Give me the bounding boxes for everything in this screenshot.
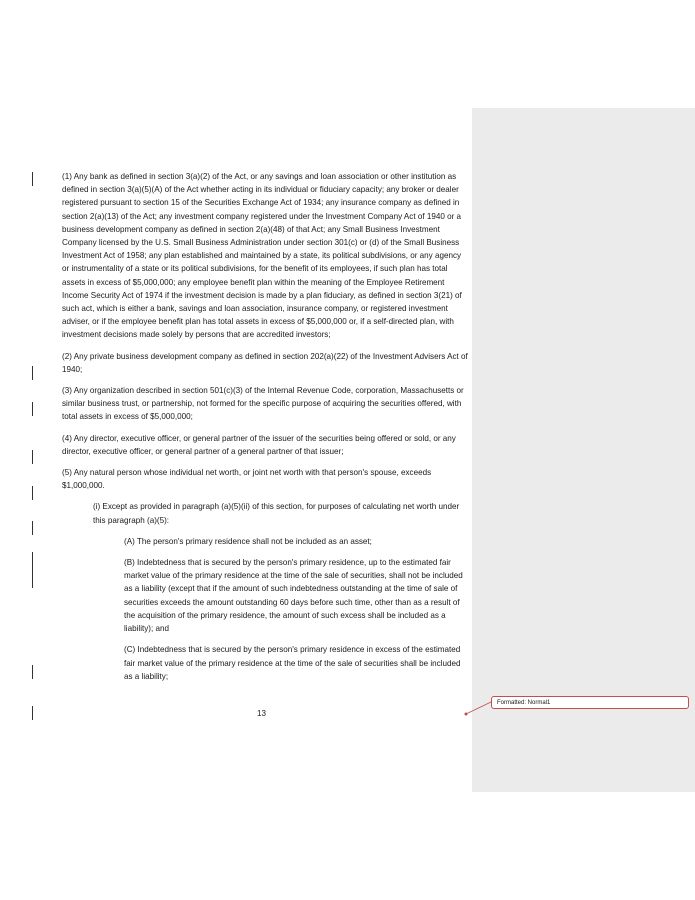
document-body (62, 170, 468, 691)
change-bar-p6 (32, 521, 33, 535)
paragraph-4: (4) Any director, executive officer, or general partner of the issuer of the securities being offered or sold, or any director, executive officer, or general partner of a general partner of that issuer; (62, 433, 456, 456)
change-bar-p3 (32, 402, 33, 416)
paragraph-5-i-a: (A) The person's primary residence shall not be included as an asset; (124, 536, 372, 546)
paragraph-1: (1) Any bank as defined in section 3(a)(2) of the Act, or any savings and loan association or other institution as defined in section 3(a)(5)(A) of the Act whether acting in its individual or fiduciary capacity; any broker or dealer registered pursuant to section 15 of the Securities Exchange Act of 1934; any insurance company as defined in section 2(a)(13) of the Act; any investment company registered under the Investment Company Act of 1940 or a business development company as defined in section 2(a)(48) of that Act; any Small Business Investment Company licensed by the U.S. Small Business Administration under section 301(c) or (d) of the Small Business Investment Act of 1958; any plan established and maintained by a state, its political subdivisions, or any agency or instrumentality of a state or its political subdivisions, for the benefit of its employees, if such plan has total assets in excess of $5,000,000; any employee benefit plan within the meaning of the Employee Retirement Income Security Act of 1974 if the investment decision is made by a plan fiduciary, as defined in section 3(21) of such act, which is either a bank, savings and loan association, insurance company, or registered investment adviser, or if the employee benefit plan has total assets in excess of $5,000,000 or, if a self-directed plan, with investment decisions made solely by persons that are accredited investors; (62, 172, 462, 340)
change-bar-p2 (32, 366, 33, 380)
paragraph-2: (2) Any private business development company as defined in section 202(a)(22) of the Investment Advisers Act of 1940; (62, 351, 468, 374)
paragraph-5-i-b: (B) Indebtedness that is secured by the person's primary residence, up to the estimated fair market value of the primary residence at the time of the sale of securities, shall not be included as a liability (except that if the amount of such indebtedness outstanding at the time of sale of securities exceeds the amount outstanding 60 days before such time, other than as a result of the acquisition of the primary residence, the amount of such excess shall be included as a liability); and (124, 558, 463, 634)
change-bar-p1 (32, 172, 33, 186)
page-number: 13 (257, 709, 267, 718)
change-bar-p7 (32, 552, 33, 588)
comment-balloon[interactable] (491, 696, 689, 709)
comment-text: Formatted: Normal1 (497, 700, 551, 706)
change-bar-p9b (32, 706, 33, 720)
change-bar-p9 (32, 665, 33, 679)
change-bar-p4 (32, 450, 33, 464)
paragraph-3: (3) Any organization described in section 501(c)(3) of the Internal Revenue Code, corporation, Massachusetts or similar business trust, or partnership, not formed for the specific purpose of acquiring the securities offered, with total assets in excess of $5,000,000; (62, 386, 464, 422)
paragraph-5-i-c: (C) Indebtedness that is secured by the person's primary residence in excess of the estimated fair market value of the primary residence at the time of the sale of securities shall be included as a liability; (124, 645, 461, 681)
paragraph-5: (5) Any natural person whose individual net worth, or joint net worth with that person's spouse, exceeds $1,000,000. (62, 468, 432, 491)
paragraph-5-i: (i) Except as provided in paragraph (a)(5)(ii) of this section, for purposes of calculating net worth under this paragraph (a)(5): (93, 502, 460, 525)
markup-pane (472, 108, 695, 792)
change-bar-p5 (32, 486, 33, 500)
